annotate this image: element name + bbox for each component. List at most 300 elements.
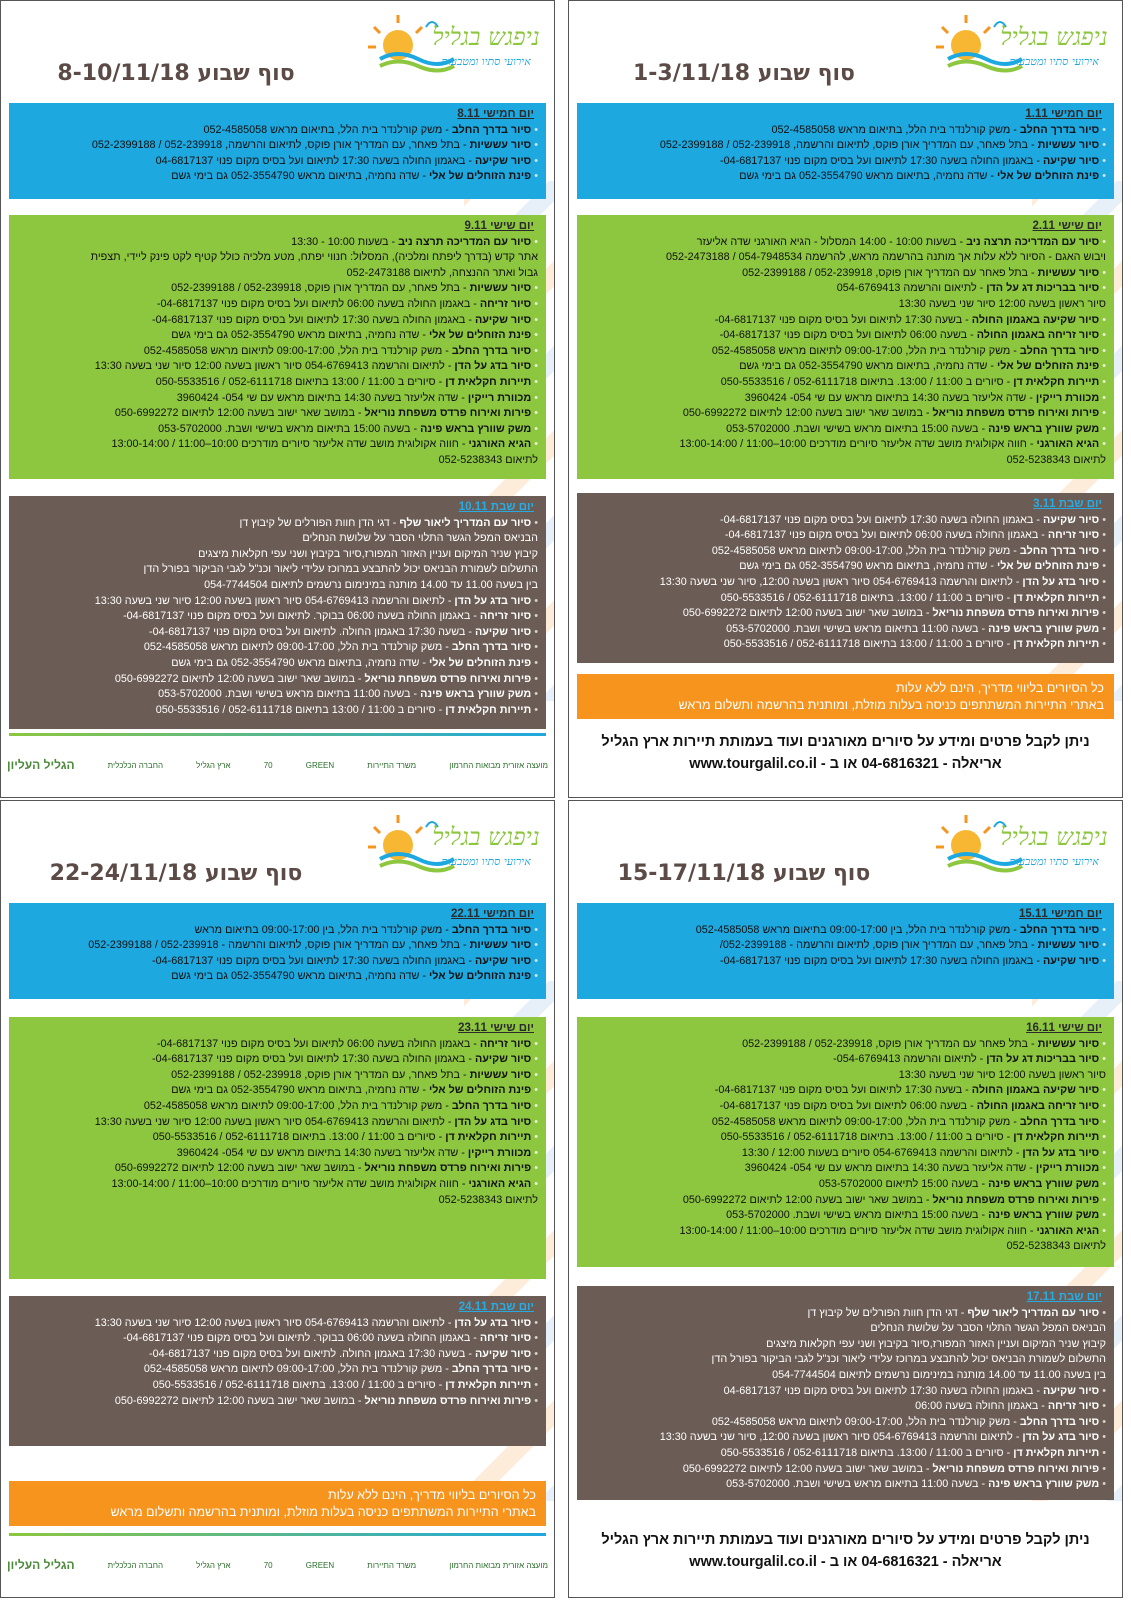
activity-item — [583, 528, 1106, 544]
activity-details: - סיורים ב 11:00 / 13:00. בתיאום 052-6111718 / 050-5533516 — [720, 1446, 1014, 1459]
activity-name: סיור עם המדריך ליאור שלף — [967, 1306, 1100, 1319]
activity-name: סיור בדג על הדן — [454, 360, 532, 373]
activity-item — [583, 559, 1106, 575]
festival-logo — [366, 809, 546, 877]
activity-details: - שדה נחמיה, בתיאום מראש 052-3554790 גם בימי גשם — [171, 970, 430, 983]
activity-details: - בתל פאחר, עם המדריך אורן פוקס, לתיאום והרשמה - 052-239918 / 052-2399188 — [88, 939, 470, 952]
activity-details: סיור ראשון בשעה 12:00 סיור שני בשעה 13:30 — [898, 1068, 1106, 1081]
day-header: יום חמישי 1.11 — [1025, 108, 1102, 120]
activity-name: סיור בדג על הדן — [1022, 1146, 1100, 1159]
day-header: יום שבת 24.11 — [458, 1301, 534, 1313]
activity-details: - בשעה 17:30 באגמון החולה. לתיאום ועל בסיס מקום פנוי 04-6817137- — [148, 1347, 475, 1360]
saturday-box — [9, 496, 546, 729]
activity-item — [15, 625, 538, 641]
svg-text:ניפגש בגליל: ניפגש בגליל — [1000, 23, 1108, 51]
activity-name: משק שוורץ בראש פינה — [420, 422, 532, 435]
sponsor-logo: 70 — [263, 760, 273, 770]
activity-details: - באגמון החולה בשעה 06:00 לתיאום ועל בסיס מקום פנוי 04-6817137- — [156, 297, 480, 310]
activity-item — [583, 391, 1106, 407]
activity-item — [583, 1037, 1106, 1053]
svg-text:ניפגש בגליל: ניפגש בגליל — [432, 23, 540, 51]
activity-name: תיירות חקלאית דן — [1013, 1131, 1100, 1144]
activity-name: פינת הזוחלים של אלי — [997, 560, 1100, 573]
activity-details: - בשעה 06:00 לתיאום ועל בסיס מקום פנוי 04-6817137- — [719, 329, 977, 342]
activity-details: - שדה נחמיה, בתיאום מראש 052-3554790 גם בימי גשם — [739, 170, 998, 183]
activity-name: סיור עששיות — [469, 139, 532, 152]
activity-name: סיור בדרך החלב — [1019, 1115, 1100, 1128]
activity-item — [15, 1394, 538, 1410]
sponsor-logo: מועצה אזורית מבואות החרמון — [449, 760, 548, 770]
activity-item — [15, 313, 538, 329]
activity-details: התשלום לשמורת הבניאס יכול להתבצע במרוכז עלידי ליאור וכנ"ל לגבי הביקור בפורל הדן — [711, 1353, 1106, 1366]
activity-details: - דגי הדן חוות הפורלים של קיבוץ דן — [807, 1306, 968, 1319]
activity-item — [15, 640, 538, 656]
activity-details: - דגי הדן חוות הפורלים של קיבוץ דן — [239, 516, 400, 529]
activity-details: - באגמון החולה בשעה 17:30 לתיאום ועל בסיס מקום פנוי 04-6817137- — [719, 954, 1043, 967]
day-header: יום שבת 10.11 — [458, 501, 534, 513]
activity-details: - בתל פאחר, עם המדריך אורן פוקס, 052-239918 / 052-2399188 — [171, 282, 470, 295]
activity-item — [583, 938, 1106, 954]
activity-details: - בשעה 06:00 לתיאום ועל בסיס מקום פנוי 04-6817137- — [719, 1099, 977, 1112]
activity-item — [15, 1362, 538, 1378]
activity-details: הבניאס המפל הגשר התלוי הסבר על שלושת הנחלים — [870, 1322, 1106, 1335]
activity-name: סיור בדג על הדן — [454, 1115, 532, 1128]
divider-strip — [9, 733, 546, 736]
activity-item — [583, 1083, 1106, 1099]
activity-name: פירות ואירוח פרדס משפחת נוריאל — [364, 1162, 532, 1175]
activity-details: קיבוץ שניר המיקום ועניין האזור המפורז,סיור בקיבוץ ושני עפי חקלאות מיצגים — [198, 547, 538, 560]
activity-name: סיור בדרך החלב — [1019, 544, 1100, 557]
day-header: יום שישי 16.11 — [1026, 1022, 1102, 1034]
saturday-box — [577, 1286, 1114, 1500]
activity-continuation — [583, 1337, 1106, 1353]
activity-name: סיור שקיעה באגמון החולה — [971, 313, 1100, 326]
activity-item — [15, 1130, 538, 1146]
friday-box — [9, 1017, 546, 1279]
thursday-box — [577, 103, 1114, 199]
day-header: יום שבת 3.11 — [1033, 498, 1102, 510]
free-tours-note — [9, 1481, 546, 1526]
activity-details: - בתל פאחר, עם המדריך אורן פוקס, לתיאום והרשמה, 052-239918 / 052-2399188 — [91, 139, 470, 152]
activity-details: לתיאום 052-5238343 — [1006, 453, 1106, 466]
activity-name: סיור שקיעה — [474, 625, 532, 638]
weekend-panel-1 — [568, 0, 1123, 798]
saturday-box — [9, 1296, 546, 1446]
activity-details: - שדה נחמיה, בתיאום מראש 052-3554790 גם בימי גשם — [171, 656, 430, 669]
activity-details: - בשעה 15:00 לתיאום 053-5702000 — [818, 1177, 989, 1190]
festival-logo — [934, 809, 1114, 877]
activity-item — [15, 138, 538, 154]
sponsor-logo: משרד התיירות — [367, 760, 417, 770]
activity-details: - שדה אליעזר בשעה 14:30 בתיאום מראש עם שי 054- 3960424 — [744, 391, 1036, 404]
activity-details: - שדה אליעזר בשעה 14:30 בתיאום מראש עם שי 054- 3960424 — [744, 1162, 1036, 1175]
activity-name: סיור זריחה — [479, 297, 532, 310]
note-line-1: כל הסיורים בליווי מדריך, הינם ללא עלות — [896, 681, 1104, 695]
activity-name: סיור בדג על הדן — [454, 1316, 532, 1329]
activity-details: - שדה נחמיה, בתיאום מראש 052-3554790 גם בימי גשם — [171, 170, 430, 183]
activity-item — [583, 154, 1106, 170]
activity-continuation — [583, 453, 1106, 469]
activity-item — [15, 1177, 538, 1193]
activity-details: - משק קורלנדר בית הלל, 09:00-17:00 לתיאום מראש 052-4585058 — [711, 544, 1020, 557]
activity-details: - בתל פאחר עם המדריך אורן פוקס, 052-239918 / 052-2399188 — [742, 1037, 1038, 1050]
activity-item — [583, 266, 1106, 282]
day-header: יום חמישי 8.11 — [457, 108, 534, 120]
activity-name: פירות ואירוח פרדס משפחת נוריאל — [364, 407, 532, 420]
activity-item — [583, 359, 1106, 375]
activity-details: - משק קורלנדר בית הלל, בתיאום מראש 052-4585058 — [203, 123, 452, 136]
sponsor-logo: החברה הכלכלית — [107, 760, 164, 770]
activity-details: - לתיאום והרשמה 054-6769413 סיורים בשעות 12:00 / 13:30 — [741, 1146, 1023, 1159]
activity-name: מכוורת רייקין — [467, 391, 532, 404]
activity-name: סיור עששיות — [1037, 1037, 1100, 1050]
footer-line-2[interactable]: אריאלה - 04-6816321 או ב - www.tourgalil.co.il — [689, 1554, 1002, 1570]
activity-item — [15, 391, 538, 407]
activity-details: - שדה נחמיה, בתיאום מראש 052-3554790 גם בימי גשם — [171, 329, 430, 342]
activity-continuation — [15, 547, 538, 563]
activity-details: - סיורים ב 11:00 / 13:00 בתיאום 052-6111718 / 050-5533516 — [723, 638, 1014, 651]
sponsor-logos — [7, 1541, 548, 1589]
activity-name: סיור בדג על הדן — [454, 594, 532, 607]
activity-name: סיור זריחה — [479, 610, 532, 623]
activity-details: קיבוץ שניר המיקום ועניין האזור המפורז,סיור בקיבוץ ושני עפי חקלאות מיצגים — [766, 1337, 1106, 1350]
activity-name: סיור בדרך החלב — [451, 641, 532, 654]
activity-item — [15, 703, 538, 719]
activity-item — [583, 138, 1106, 154]
activity-details: - באגמון החולה בשעה 17:30 לתיאום ועל בסיס מקום פנוי 04-6817137 — [155, 154, 475, 167]
activity-details: הבניאס המפל הגשר התלוי הסבר על שלושת הנחלים — [302, 532, 538, 545]
activity-item — [583, 1477, 1106, 1493]
activity-details: - באגמון החולה בשעה 17:30 לתיאום ועל בסיס מקום פנוי 04-6817137- — [151, 1053, 475, 1066]
activity-details: ויבוש האגם - הסיור ללא עלות אך מותנה בהרשמה מראש, להרשמה 054-7948534 / 052-2473188 — [665, 251, 1106, 264]
sponsor-logo: הגליל העליון — [7, 1557, 75, 1572]
day-header: יום חמישי 15.11 — [1019, 908, 1102, 920]
activity-details: - במושב שאר ישוב בשעה 12:00 לתיאום 050-6992272 — [682, 607, 933, 620]
activity-details: - שדה אליעזר בשעה 14:30 בתיאום מראש עם שי 054- 3960424 — [176, 391, 468, 404]
activity-item — [15, 169, 538, 185]
activity-details: - סיורים ב 11:00 / 13:00 בתיאום 052-6111718 / 050-5533516 — [155, 375, 446, 388]
activity-details: - באגמון החולה בשעה 17:30 לתיאום ועל בסיס מקום פנוי 04-6817137- — [719, 154, 1043, 167]
activity-item — [583, 1052, 1106, 1068]
activity-item — [15, 923, 538, 939]
activity-name: פירות ואירוח פרדס משפחת נוריאל — [932, 1193, 1100, 1206]
activity-details: - בשעה 11:00 בתיאום מראש בשישי ושבת. 053-5702000 — [158, 688, 421, 701]
activity-name: הגיא האורגני — [1036, 1224, 1100, 1237]
logo-artwork — [366, 9, 546, 77]
contact-footer — [579, 1529, 1112, 1573]
activity-name: סיור עששיות — [469, 939, 532, 952]
divider-strip — [9, 1533, 546, 1536]
activity-name: תיירות חקלאית דן — [445, 703, 532, 716]
footer-line-1: ניתן לקבל פרטים ומידע על סיורים מאורגנים ועוד בעמותת תיירות ארץ הגליל — [601, 1532, 1090, 1548]
activity-name: מכוורת רייקין — [467, 1146, 532, 1159]
activity-name: פינת הזוחלים של אלי — [429, 970, 532, 983]
activity-name: משק שוורץ בראש פינה — [988, 422, 1100, 435]
activity-item — [583, 1193, 1106, 1209]
activity-name: סיור עם המדריך ליאור שלף — [399, 516, 532, 529]
activity-item — [583, 575, 1106, 591]
activity-item — [583, 235, 1106, 251]
activity-item — [15, 516, 538, 532]
activity-details: - באגמון החולה בשעה 06:00 בבוקר. לתיאום ועל בסיס מקום פנוי 04-6817137- — [123, 1332, 480, 1345]
activity-name: סיור בדג על הדן — [1022, 575, 1100, 588]
activity-name: משק שוורץ בראש פינה — [988, 1209, 1100, 1222]
activity-details: - משק קורלנדר בית הלל, 09:00-17:00 לתיאום מראש 052-4585058 — [711, 344, 1020, 357]
activity-continuation — [15, 250, 538, 266]
activity-details: בין בשעה 11.00 עד 14.00 מותנה במינימום נרשמים לתיאום 054-7744504 — [204, 578, 538, 591]
svg-text:אירועי סתיו ומטבעות: אירועי סתיו ומטבעות — [1009, 55, 1099, 68]
day-header: יום שישי 23.11 — [458, 1022, 534, 1034]
activity-item — [15, 1068, 538, 1084]
activity-details: - באגמון החולה בשעה 17:30 לתיאום ועל בסיס מקום פנוי 04-6817137 — [723, 1384, 1043, 1397]
activity-item — [583, 1462, 1106, 1478]
activity-name: סיור שקיעה — [474, 954, 532, 967]
activity-continuation — [15, 578, 538, 594]
weekend-title: סוף שבוע 1-3/11/18 — [632, 61, 856, 86]
activity-item — [583, 954, 1106, 970]
activity-item — [15, 406, 538, 422]
activity-item — [15, 687, 538, 703]
activity-details: - שדה נחמיה, בתיאום מראש 052-3554790 גם בימי גשם — [739, 560, 998, 573]
activity-details: - שדה אליעזר בשעה 14:30 בתיאום מראש עם שי 054- 3960424 — [176, 1146, 468, 1159]
activity-item — [15, 609, 538, 625]
activity-item — [583, 544, 1106, 560]
activity-details: - משק קורלנדר בית הלל, 09:00-17:00 לתיאום מראש 052-4585058 — [711, 1415, 1020, 1428]
activity-name: סיור בדרך החלב — [1019, 923, 1100, 936]
activity-details: - בשעות 10:00 - 14:00 המסלול - הגיא האורגני שדה אליעזר — [696, 235, 967, 248]
activity-name: סיור שקיעה — [1042, 1384, 1100, 1397]
activity-details: - בתל פאחר, עם המדריך אורן פוקס, לתיאום והרשמה - 052-2399188/ — [719, 939, 1038, 952]
activity-details: גבול ואתר ההנצחה, לתיאום 052-2473188 — [346, 266, 538, 279]
activity-details: - באגמון החולה בשעה 17:30 לתיאום ועל בסיס מקום פנוי 04-6817137- — [719, 513, 1043, 526]
activity-name: סיור שקיעה באגמון החולה — [971, 1084, 1100, 1097]
activity-item — [583, 123, 1106, 139]
contact-footer — [579, 731, 1112, 775]
activity-details: - באגמון החולה בשעה 06:00 בבוקר. לתיאום ועל בסיס מקום פנוי 04-6817137- — [123, 610, 480, 623]
activity-name: תיירות חקלאית דן — [445, 1378, 532, 1391]
activity-item — [583, 328, 1106, 344]
activity-details: - משק קורלנדר בית הלל, 09:00-17:00 לתיאום מראש 052-4585058 — [143, 641, 452, 654]
activity-details: - סיורים ב 11:00 / 13:00. בתיאום 052-6111718 / 050-5533516 — [720, 591, 1014, 604]
activity-name: סיור בדרך החלב — [451, 1363, 532, 1376]
activity-details: - שדה נחמיה, בתיאום מראש 052-3554790 גם בימי גשם — [739, 360, 998, 373]
activity-item — [15, 235, 538, 251]
activity-details: - בשעה 15:00 בתיאום מראש בשישי ושבת. 053-5702000 — [726, 422, 989, 435]
activity-details: אתר קדש (בדרך ליפתח ומלכיה), המסלול: חנווי יפתח, מטע מלכיה כולל קטיף לקט פינק ליידי, תצפית — [90, 251, 538, 264]
activity-name: תיירות חקלאית דן — [1013, 591, 1100, 604]
activity-item — [15, 328, 538, 344]
activity-name: פינת הזוחלים של אלי — [997, 170, 1100, 183]
activity-name: פינת הזוחלים של אלי — [429, 656, 532, 669]
sponsor-logo: מועצה אזורית מבואות החרמון — [449, 1560, 548, 1570]
activity-continuation — [583, 297, 1106, 313]
activity-name: הגיא האורגני — [468, 1177, 532, 1190]
activity-name: סיור בדרך החלב — [1019, 1415, 1100, 1428]
activity-name: פינת הזוחלים של אלי — [997, 360, 1100, 373]
activity-item — [15, 938, 538, 954]
activity-item — [583, 1146, 1106, 1162]
activity-item — [583, 1177, 1106, 1193]
activity-item — [583, 622, 1106, 638]
logo-artwork — [366, 809, 546, 877]
activity-item — [15, 969, 538, 985]
activity-name: סיור בדרך החלב — [451, 923, 532, 936]
activity-details: - באגמון החולה בשעה 06:00 — [915, 1400, 1048, 1413]
activity-item — [583, 437, 1106, 453]
sponsor-logo: משרד התיירות — [367, 1560, 417, 1570]
activity-item — [583, 1130, 1106, 1146]
svg-text:אירועי סתיו ומטבעות: אירועי סתיו ומטבעות — [1009, 855, 1099, 868]
activity-name: סיור שקיעה — [474, 1053, 532, 1066]
activity-item — [15, 1347, 538, 1363]
activity-name: סיור בבריכות דג על הדן — [986, 282, 1100, 295]
activity-name: סיור עששיות — [1037, 139, 1100, 152]
activity-item — [583, 344, 1106, 360]
activity-continuation — [583, 1239, 1106, 1255]
activity-details: - במושב שאר ישוב בשעה 12:00 לתיאום 050-6992272 — [114, 672, 365, 685]
friday-box — [577, 1017, 1114, 1267]
activity-details: - בתל פאחר, עם המדריך אורן פוקס, 052-239918 / 052-2399188 — [171, 1068, 470, 1081]
activity-name: סיור בבריכות דג על הדן — [986, 1053, 1100, 1066]
sponsor-logo: ארץ הגליל — [196, 760, 231, 770]
activity-item — [583, 1446, 1106, 1462]
activity-details: - חווה אקולוגית מושב שדה אליעזר סיורים מודרכים 10:00–11:00 / 13:00-14:00 — [111, 438, 469, 451]
activity-details: - בשעות 10:00 - 13:30 — [291, 235, 399, 248]
activity-details: - לתיאום והרשמה 054-6769413 סיור ראשון בשעה 12:00 סיור שני בשעה 13:30 — [94, 1115, 455, 1128]
activity-details: - בשעה 17:30 לתיאום ועל בסיס מקום פנוי 04-6817137- — [714, 1084, 972, 1097]
activity-item — [583, 637, 1106, 653]
activity-item — [583, 1430, 1106, 1446]
activity-item — [15, 154, 538, 170]
activity-continuation — [583, 1352, 1106, 1368]
activity-name: סיור זריחה באגמון החולה — [976, 329, 1100, 342]
footer-line-2[interactable]: אריאלה - 04-6816321 או ב - www.tourgalil.co.il — [689, 756, 1002, 772]
activity-details: - שדה נחמיה, בתיאום מראש 052-3554790 גם בימי גשם — [171, 1084, 430, 1097]
activity-name: פירות ואירוח פרדס משפחת נוריאל — [364, 672, 532, 685]
activity-details: לתיאום 052-5238343 — [438, 1193, 538, 1206]
activity-name: סיור שקיעה — [1042, 513, 1100, 526]
activity-name: משק שוורץ בראש פינה — [420, 688, 532, 701]
activity-details: - סיורים ב 11:00 / 13:00. בתיאום 052-6111718 / 050-5533516 — [152, 1131, 446, 1144]
activity-item — [583, 313, 1106, 329]
activity-name: סיור עששיות — [1037, 939, 1100, 952]
activity-item — [15, 297, 538, 313]
weekend-title: סוף שבוע 22-24/11/18 — [49, 861, 303, 886]
activity-details: - בשעה 11:00 בתיאום מראש בשישי ושבת. 053-5702000 — [726, 622, 989, 635]
activity-details: - חווה אקולוגית מושב שדה אליעזר סיורים מודרכים 10:00–11:00 / 13:00-14:00 — [111, 1177, 469, 1190]
thursday-box — [9, 103, 546, 199]
activity-details: בין בשעה 11.00 עד 14.00 מותנה במינימום נרשמים לתיאום 054-7744504 — [772, 1368, 1106, 1381]
activity-item — [583, 169, 1106, 185]
day-header: יום שישי 9.11 — [464, 220, 534, 232]
activity-name: סיור זריחה — [1047, 1400, 1100, 1413]
day-header: יום חמישי 22.11 — [451, 908, 534, 920]
activity-name: הגיא האורגני — [1036, 438, 1100, 451]
activity-item — [15, 656, 538, 672]
activity-item — [15, 359, 538, 375]
svg-text:ניפגש בגליל: ניפגש בגליל — [1000, 823, 1108, 851]
note-line-2: באתרי התיירות המשתתפים כניסה בעלות מוזלת, ומותנית בהרשמה ותשלום מראש — [678, 698, 1104, 712]
activity-details: - בשעה 17:30 לתיאום ועל בסיס מקום פנוי 04-6817137- — [714, 313, 972, 326]
activity-name: תיירות חקלאית דן — [1013, 638, 1100, 651]
activity-continuation — [583, 1321, 1106, 1337]
weekend-title: סוף שבוע 15-17/11/18 — [617, 861, 871, 886]
weekend-panel-3 — [568, 800, 1123, 1598]
activity-name: פירות ואירוח פרדס משפחת נוריאל — [364, 1394, 532, 1407]
activity-continuation — [15, 453, 538, 469]
activity-item — [15, 1331, 538, 1347]
thursday-box — [577, 903, 1114, 999]
activity-details: - חווה אקולוגית מושב שדה אליעזר סיורים מודרכים 10:00–11:00 / 13:00-14:00 — [679, 1224, 1037, 1237]
activity-item — [15, 1316, 538, 1332]
activity-details: - סיורים ב 11:00 / 13:00. בתיאום 052-6111718 / 050-5533516 — [720, 375, 1014, 388]
activity-item — [15, 422, 538, 438]
activity-item — [583, 1384, 1106, 1400]
activity-item — [583, 281, 1106, 297]
activity-details: התשלום לשמורת הבניאס יכול להתבצע במרוכז עלידי ליאור וכנ"ל לגבי הביקור בפורל הדן — [143, 563, 538, 576]
activity-name: משק שוורץ בראש פינה — [988, 1177, 1100, 1190]
activity-details: - במושב שאר ישוב בשעה 12:00 לתיאום 050-6992272 — [114, 1394, 365, 1407]
activity-item — [15, 1083, 538, 1099]
activity-details: - משק קורלנדר בית הלל, בתיאום מראש 052-4585058 — [771, 123, 1020, 136]
activity-details: - משק קורלנדר בית הלל, בין 09:00-17:00 בתיאום מראש 052-4585058 — [695, 923, 1020, 936]
activity-name: סיור עששיות — [469, 1068, 532, 1081]
activity-details: - משק קורלנדר בית הלל, בין 09:00-17:00 בתיאום מראש — [194, 923, 452, 936]
activity-name: הגיא האורגני — [468, 438, 532, 451]
festival-logo — [934, 9, 1114, 77]
activity-name: סיור זריחה באגמון החולה — [976, 1099, 1100, 1112]
activity-item — [583, 591, 1106, 607]
activity-name: סיור בדג על הדן — [1022, 1431, 1100, 1444]
activity-name: סיור עששיות — [469, 282, 532, 295]
note-line-1: כל הסיורים בליווי מדריך, הינם ללא עלות — [328, 1488, 536, 1502]
activity-details: - באגמון החולה בשעה 17:30 לתיאום ועל בסיס מקום פנוי 04-6817137- — [151, 313, 475, 326]
saturday-box — [577, 493, 1114, 663]
activity-item — [583, 1115, 1106, 1131]
svg-text:ניפגש בגליל: ניפגש בגליל — [432, 823, 540, 851]
footer-line-1: ניתן לקבל פרטים ומידע על סיורים מאורגנים ועוד בעמותת תיירות ארץ הגליל — [601, 734, 1090, 750]
day-header: יום שישי 2.11 — [1032, 220, 1102, 232]
activity-item — [15, 1099, 538, 1115]
activity-name: פינת הזוחלים של אלי — [429, 329, 532, 342]
activity-name: סיור בדרך החלב — [451, 1099, 532, 1112]
activity-details: - סיורים ב 11:00 / 13:00 בתיאום 052-6111718 / 050-5533516 — [155, 703, 446, 716]
activity-name: מכוורת רייקין — [1035, 391, 1100, 404]
activity-name: פינת הזוחלים של אלי — [429, 170, 532, 183]
activity-details: - בשעה 15:00 בתיאום מראש בשישי ושבת. 053-5702000 — [726, 1209, 989, 1222]
activity-item — [583, 1099, 1106, 1115]
activity-name: תיירות חקלאית דן — [1013, 1446, 1100, 1459]
activity-details: - משק קורלנדר בית הלל, 09:00-17:00 לתיאום מראש 052-4585058 — [143, 1099, 452, 1112]
activity-item — [15, 437, 538, 453]
activity-item — [15, 123, 538, 139]
note-line-2: באתרי התיירות המשתתפים כניסה בעלות מוזלת, ומותנית בהרשמה ותשלום מראש — [110, 1505, 536, 1519]
activity-details: - במושב שאר ישוב בשעה 12:00 לתיאום 050-6992272 — [682, 407, 933, 420]
activity-details: - חווה אקולוגית מושב שדה אליעזר סיורים מודרכים 10:00–11:00 / 13:00-14:00 — [679, 438, 1037, 451]
activity-details: - סיורים ב 11:00 / 13:00. בתיאום 052-6111718 / 050-5533516 — [152, 1378, 446, 1391]
activity-details: - במושב שאר ישוב בשעה 12:00 לתיאום 050-6992272 — [114, 1162, 365, 1175]
activity-details: - במושב שאר ישוב בשעה 12:00 לתיאום 050-6992272 — [682, 1462, 933, 1475]
activity-details: - בתל פאחר עם המדריך אורן פוקס, 052-239918 / 052-2399188 — [742, 266, 1038, 279]
activity-name: סיור בדרך החלב — [451, 123, 532, 136]
activity-name: סיור שקיעה — [474, 154, 532, 167]
activity-item — [583, 406, 1106, 422]
activity-name: תיירות חקלאית דן — [1013, 375, 1100, 388]
festival-logo — [366, 9, 546, 77]
activity-details: סיור ראשון בשעה 12:00 סיור שני בשעה 13:30 — [898, 297, 1106, 310]
activity-details: - באגמון החולה בשעה 17:30 לתיאום ועל בסיס מקום פנוי 04-6817137- — [151, 954, 475, 967]
activity-item — [583, 923, 1106, 939]
